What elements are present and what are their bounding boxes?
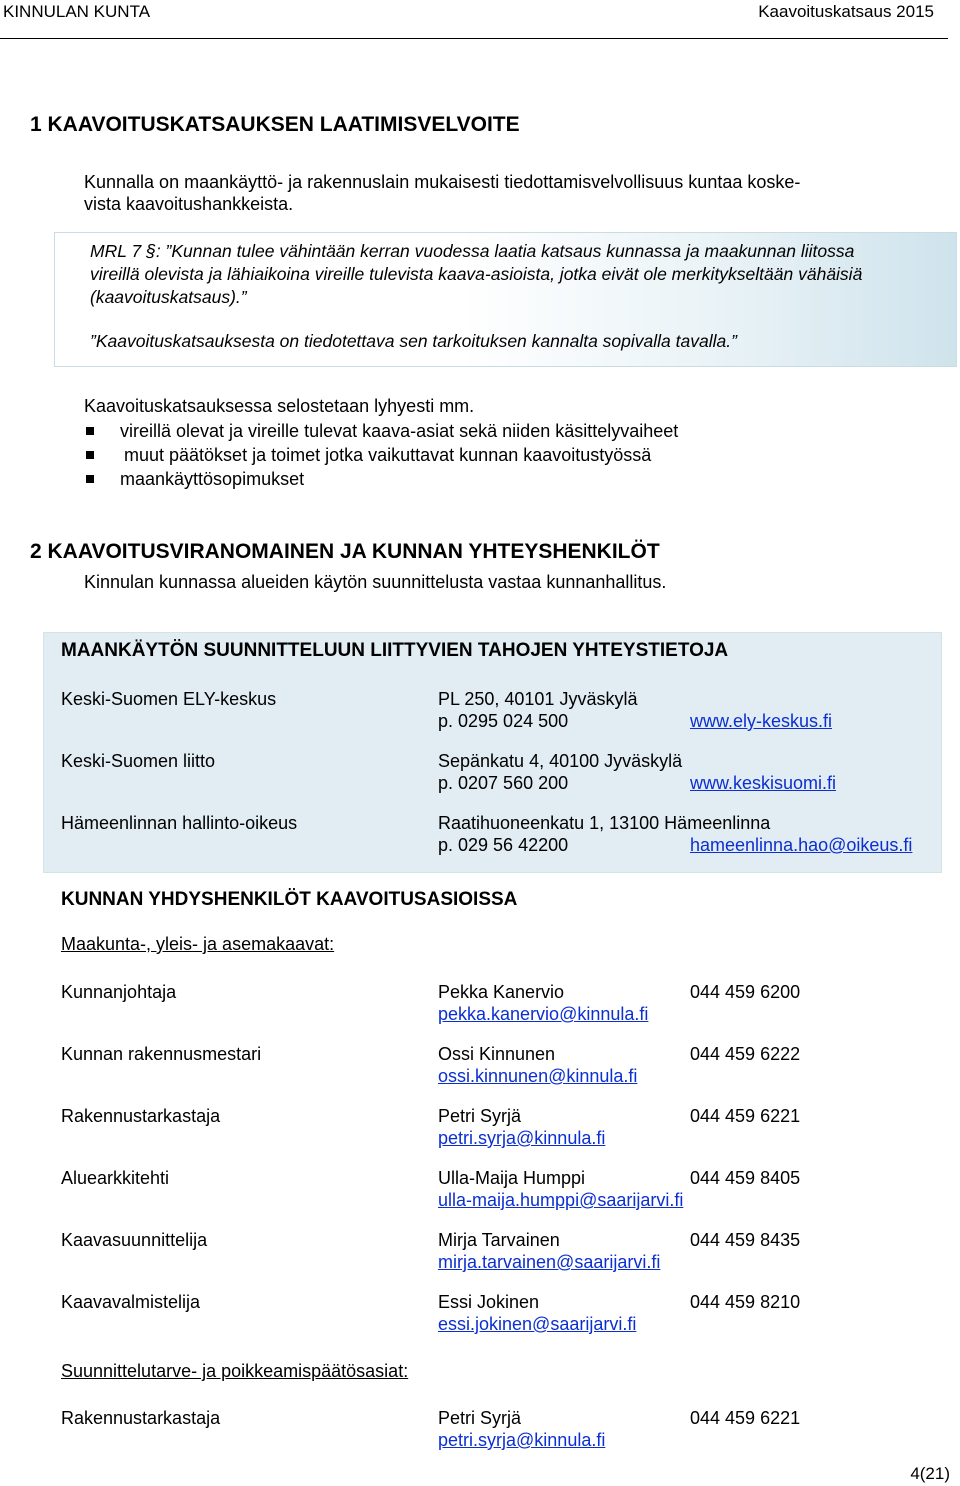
contacts-heading: KUNNAN YHDYSHENKILÖT KAAVOITUSASIOISSA xyxy=(61,889,518,910)
section2-text: Kinnulan kunnassa alueiden käytön suunnittelusta vastaa kunnanhallitus. xyxy=(84,572,667,592)
list-item: maankäyttösopimukset xyxy=(120,469,305,489)
contact-phone: 044 459 6200 xyxy=(690,982,801,1002)
contact-phone: 044 459 8210 xyxy=(690,1292,801,1312)
header-doc-title: Kaavoituskatsaus 2015 xyxy=(758,2,934,21)
contact-role: Rakennustarkastaja xyxy=(61,1106,221,1126)
bullet-square-icon xyxy=(86,451,94,459)
contact-name: Essi Jokinen xyxy=(438,1292,540,1312)
bullet-square-icon xyxy=(86,475,94,483)
authority-phone: p. 0295 024 500 xyxy=(438,711,569,731)
contact-phone: 044 459 6221 xyxy=(690,1408,801,1428)
list-intro: Kaavoituskatsauksessa selostetaan lyhyesti mm. xyxy=(84,396,475,416)
contact-name: Ulla-Maija Humppi xyxy=(438,1168,586,1188)
contact-phone: 044 459 6221 xyxy=(690,1106,801,1126)
authorities-heading: MAANKÄYTÖN SUUNNITTELUUN LIITTYVIEN TAHOJEN YHTEYSTIETOJA xyxy=(61,640,729,661)
contact-role: Kunnanjohtaja xyxy=(61,982,177,1002)
authority-website-link[interactable]: www.ely-keskus.fi xyxy=(690,711,833,731)
quote-line4: ”Kaavoituskatsauksesta on tiedotettava sen tarkoituksen kannalta sopivalla tavalla.” xyxy=(90,331,737,351)
quote-line1: MRL 7 §: ”Kunnan tulee vähintään kerran vuodessa laatia katsaus kunnassa ja maakunnan liitossa xyxy=(90,241,855,261)
contact-role: Aluearkkitehti xyxy=(61,1168,170,1188)
authority-address: Sepänkatu 4, 40100 Jyväskylä xyxy=(438,751,683,771)
list-item: vireillä olevat ja vireille tulevat kaava-asiat sekä niiden käsittelyvaiheet xyxy=(120,421,679,441)
section1-title: 1 KAAVOITUSKATSAUKSEN LAATIMISVELVOITE xyxy=(30,113,520,136)
contact-email-link[interactable]: ulla-maija.humppi@saarijarvi.fi xyxy=(438,1190,684,1210)
section1-intro-line1: Kunnalla on maankäyttö- ja rakennuslain mukaisesti tiedottamisvelvollisuus kuntaa koske- xyxy=(84,172,801,192)
section1-intro-line2: vista kaavoitushankkeista. xyxy=(84,194,294,214)
contact-email-link[interactable]: ossi.kinnunen@kinnula.fi xyxy=(438,1066,638,1086)
header-org: KINNULAN KUNTA xyxy=(3,2,151,21)
contact-name: Pekka Kanervio xyxy=(438,982,565,1002)
contact-phone: 044 459 6222 xyxy=(690,1044,801,1064)
authority-website-link[interactable]: www.keskisuomi.fi xyxy=(690,773,837,793)
bullet-square-icon xyxy=(86,427,94,435)
contact-role: Kaavavalmistelija xyxy=(61,1292,201,1312)
authority-phone: p. 0207 560 200 xyxy=(438,773,569,793)
contact-phone: 044 459 8435 xyxy=(690,1230,801,1250)
authority-phone: p. 029 56 42200 xyxy=(438,835,569,855)
list-item: muut päätökset ja toimet jotka vaikuttavat kunnan kaavoitustyössä xyxy=(124,445,652,465)
group1-label: Maakunta-, yleis- ja asemakaavat: xyxy=(61,934,335,954)
contact-phone: 044 459 8405 xyxy=(690,1168,801,1188)
contact-email-link[interactable]: essi.jokinen@saarijarvi.fi xyxy=(438,1314,637,1334)
header-rule xyxy=(0,38,948,39)
group2-label: Suunnittelutarve- ja poikkeamispäätösasiat: xyxy=(61,1361,409,1381)
authority-email-link[interactable]: hameenlinna.hao@oikeus.fi xyxy=(690,835,913,855)
contact-name: Petri Syrjä xyxy=(438,1408,522,1428)
page-number: 4(21) xyxy=(910,1464,950,1483)
authority-name: Keski-Suomen ELY-keskus xyxy=(61,689,277,709)
quote-line3: (kaavoituskatsaus).” xyxy=(90,287,247,307)
contact-name: Mirja Tarvainen xyxy=(438,1230,560,1250)
quote-line2: vireillä olevista ja lähiaikoina vireille tulevista kaava-asioista, jotka eivät ole merkitykseltään vähäisiä xyxy=(90,264,863,284)
authority-name: Hämeenlinnan hallinto-oikeus xyxy=(61,813,298,833)
contact-role: Kunnan rakennusmestari xyxy=(61,1044,262,1064)
contact-email-link[interactable]: mirja.tarvainen@saarijarvi.fi xyxy=(438,1252,661,1272)
contact-name: Ossi Kinnunen xyxy=(438,1044,556,1064)
contact-email-link[interactable]: petri.syrja@kinnula.fi xyxy=(438,1128,606,1148)
authority-name: Keski-Suomen liitto xyxy=(61,751,216,771)
authority-address: PL 250, 40101 Jyväskylä xyxy=(438,689,638,709)
contact-email-link[interactable]: pekka.kanervio@kinnula.fi xyxy=(438,1004,649,1024)
contact-name: Petri Syrjä xyxy=(438,1106,522,1126)
contact-role: Rakennustarkastaja xyxy=(61,1408,221,1428)
authority-address: Raatihuoneenkatu 1, 13100 Hämeenlinna xyxy=(438,813,771,833)
section2-title: 2 KAAVOITUSVIRANOMAINEN JA KUNNAN YHTEYSHENKILÖT xyxy=(30,540,660,563)
contact-role: Kaavasuunnittelija xyxy=(61,1230,208,1250)
contact-email-link[interactable]: petri.syrja@kinnula.fi xyxy=(438,1430,606,1450)
